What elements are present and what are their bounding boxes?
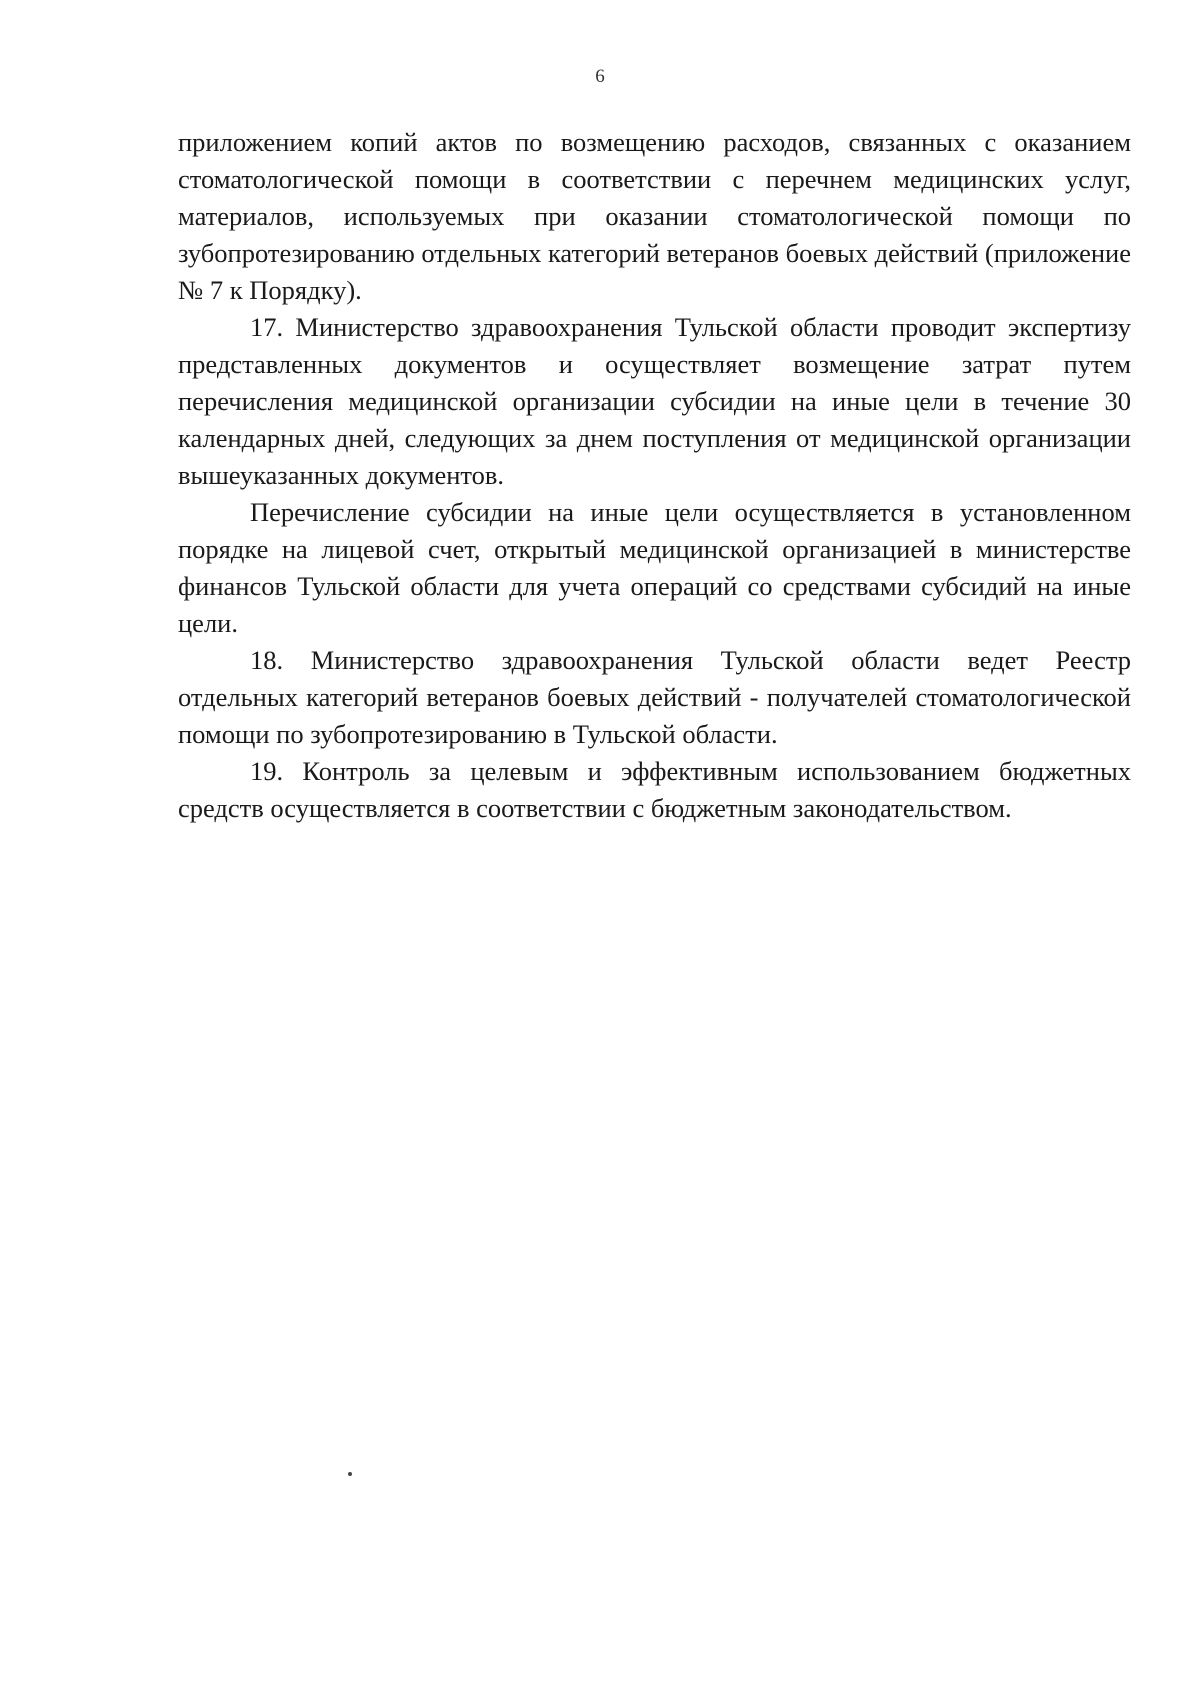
paragraph-item-18: 18. Министерство здравоохранения Тульской области ведет Реестр отдельных категорий ветеранов боевых действий - получателей стоматологической помощи по зубопротезированию в Тульской области.: [178, 645, 1131, 749]
paragraph-item-17: 17. Министерство здравоохранения Тульской области проводит экспертизу представленных документов и осуществляет возмещение затрат путем перечисления медицинской организации субсидии на иные цели в течение 30 календарных дней, следующих за днем поступления от медицинской организации вышеуказанных документов.: [178, 312, 1131, 490]
paragraph-continuation: приложением копий актов по возмещению расходов, связанных с оказанием стоматологической помощи в соответствии с перечнем медицинских услуг, материалов, используемых при оказании стоматологической помощи по зубопротезированию отдельных категорий ветеранов боевых действий (приложение № 7 к Порядку).: [178, 127, 1131, 305]
scan-speck: [348, 1472, 352, 1476]
paragraph-subsidy-transfer: Перечисление субсидии на иные цели осуществляется в установленном порядке на лицевой счет, открытый медицинской организацией в министерстве финансов Тульской области для учета операций со средствами субсидий на иные цели.: [178, 497, 1131, 638]
document-body: [178, 124, 1131, 827]
page-number: 6: [595, 66, 605, 87]
paragraph-item-19: 19. Контроль за целевым и эффективным использованием бюджетных средств осуществляется в соответствии с бюджетным законодательством.: [178, 756, 1131, 823]
